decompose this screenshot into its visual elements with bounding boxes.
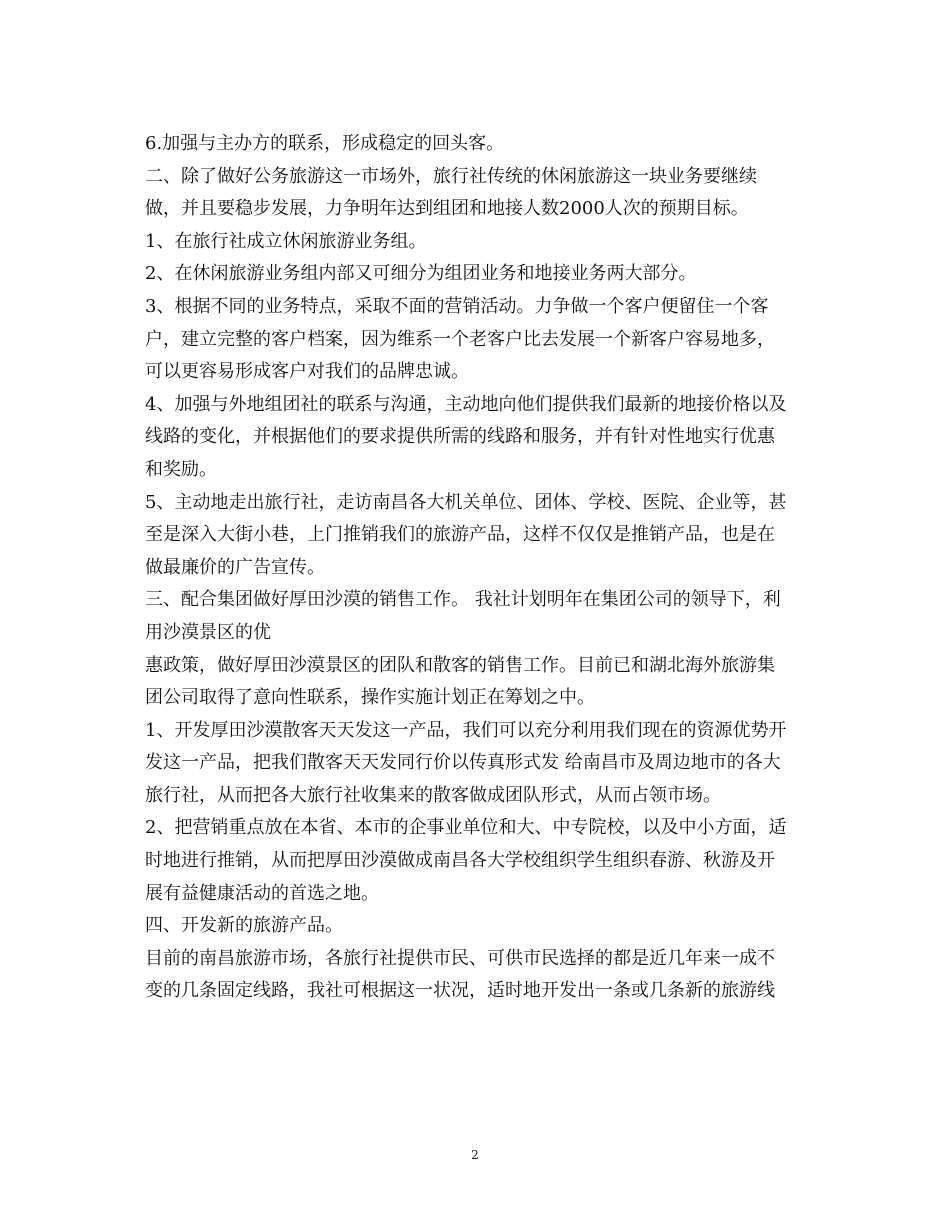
text-line: 目前的南昌旅游市场，各旅行社提供市民、可供市民选择的都是近几年来一成不 bbox=[145, 947, 775, 969]
text-line: 发这一产品，把我们散客天天发同行价以传真形式发 给南昌市及周边地市的各大 bbox=[145, 752, 781, 774]
text-line: 做最廉价的广告宣传。 bbox=[145, 556, 325, 578]
text-line: 线路的变化，并根据他们的要求提供所需的线路和服务，并有针对性地实行优惠 bbox=[145, 426, 775, 448]
text-line: 二、除了做好公务旅游这一市场外，旅行社传统的休闲旅游这一块业务要继续 bbox=[145, 165, 757, 187]
text-line: 变的几条固定线路，我社可根据这一状况，适时地开发出一条或几条新的旅游线 bbox=[145, 980, 775, 1002]
text-line: 旅行社，从而把各大旅行社收集来的散客做成团队形式，从而占领市场。 bbox=[145, 784, 721, 806]
text-line: 3、根据不同的业务特点，采取不面的营销活动。力争做一个客户便留住一个客 bbox=[145, 295, 769, 317]
text-line: 三、配合集团做好厚田沙漠的销售工作。 我社计划明年在集团公司的领导下，利 bbox=[145, 589, 781, 611]
text-line: 四、开发新的旅游产品。 bbox=[145, 915, 343, 937]
text-line: 可以更容易形成客户对我们的品牌忠诚。 bbox=[145, 361, 469, 383]
page-number: 2 bbox=[471, 1148, 479, 1162]
text-line: 团公司取得了意向性联系，操作实施计划正在筹划之中。 bbox=[145, 687, 595, 709]
text-line: 2、在休闲旅游业务组内部又可细分为组团业务和地接业务两大部分。 bbox=[145, 263, 697, 285]
text-line: 用沙漠景区的优 bbox=[145, 621, 271, 643]
text-line: 户，建立完整的客户档案，因为维系一个老客户比去发展一个新客户容易地多， bbox=[145, 328, 775, 350]
text-line: 2、把营销重点放在本省、本市的企事业单位和大、中专院校，以及中小方面，适 bbox=[145, 817, 787, 839]
text-line: 和奖励。 bbox=[145, 458, 217, 480]
text-line: 做，并且要稳步发展，力争明年达到组团和地接人数2000人次的预期目标。 bbox=[145, 198, 749, 220]
text-line: 至是深入大街小巷，上门推销我们的旅游产品，这样不仅仅是推销产品，也是在 bbox=[145, 524, 775, 546]
document-body bbox=[145, 128, 813, 1008]
text-line: 5、主动地走出旅行社，走访南昌各大机关单位、团体、学校、医院、企业等，甚 bbox=[145, 491, 787, 513]
text-line: 4、加强与外地组团社的联系与沟通，主动地向他们提供我们最新的地接价格以及 bbox=[145, 393, 787, 415]
text-line: 6.加强与主办方的联系，形成稳定的回头客。 bbox=[145, 133, 505, 154]
text-line: 时地进行推销，从而把厚田沙漠做成南昌各大学校组织学生组织春游、秋游及开 bbox=[145, 850, 775, 872]
text-line: 惠政策，做好厚田沙漠景区的团队和散客的销售工作。目前已和湖北海外旅游集 bbox=[145, 654, 775, 676]
text-line: 1、开发厚田沙漠散客天天发这一产品，我们可以充分利用我们现在的资源优势开 bbox=[145, 719, 787, 741]
text-line: 展有益健康活动的首选之地。 bbox=[145, 882, 379, 904]
text-line: 1、在旅行社成立休闲旅游业务组。 bbox=[145, 230, 427, 252]
